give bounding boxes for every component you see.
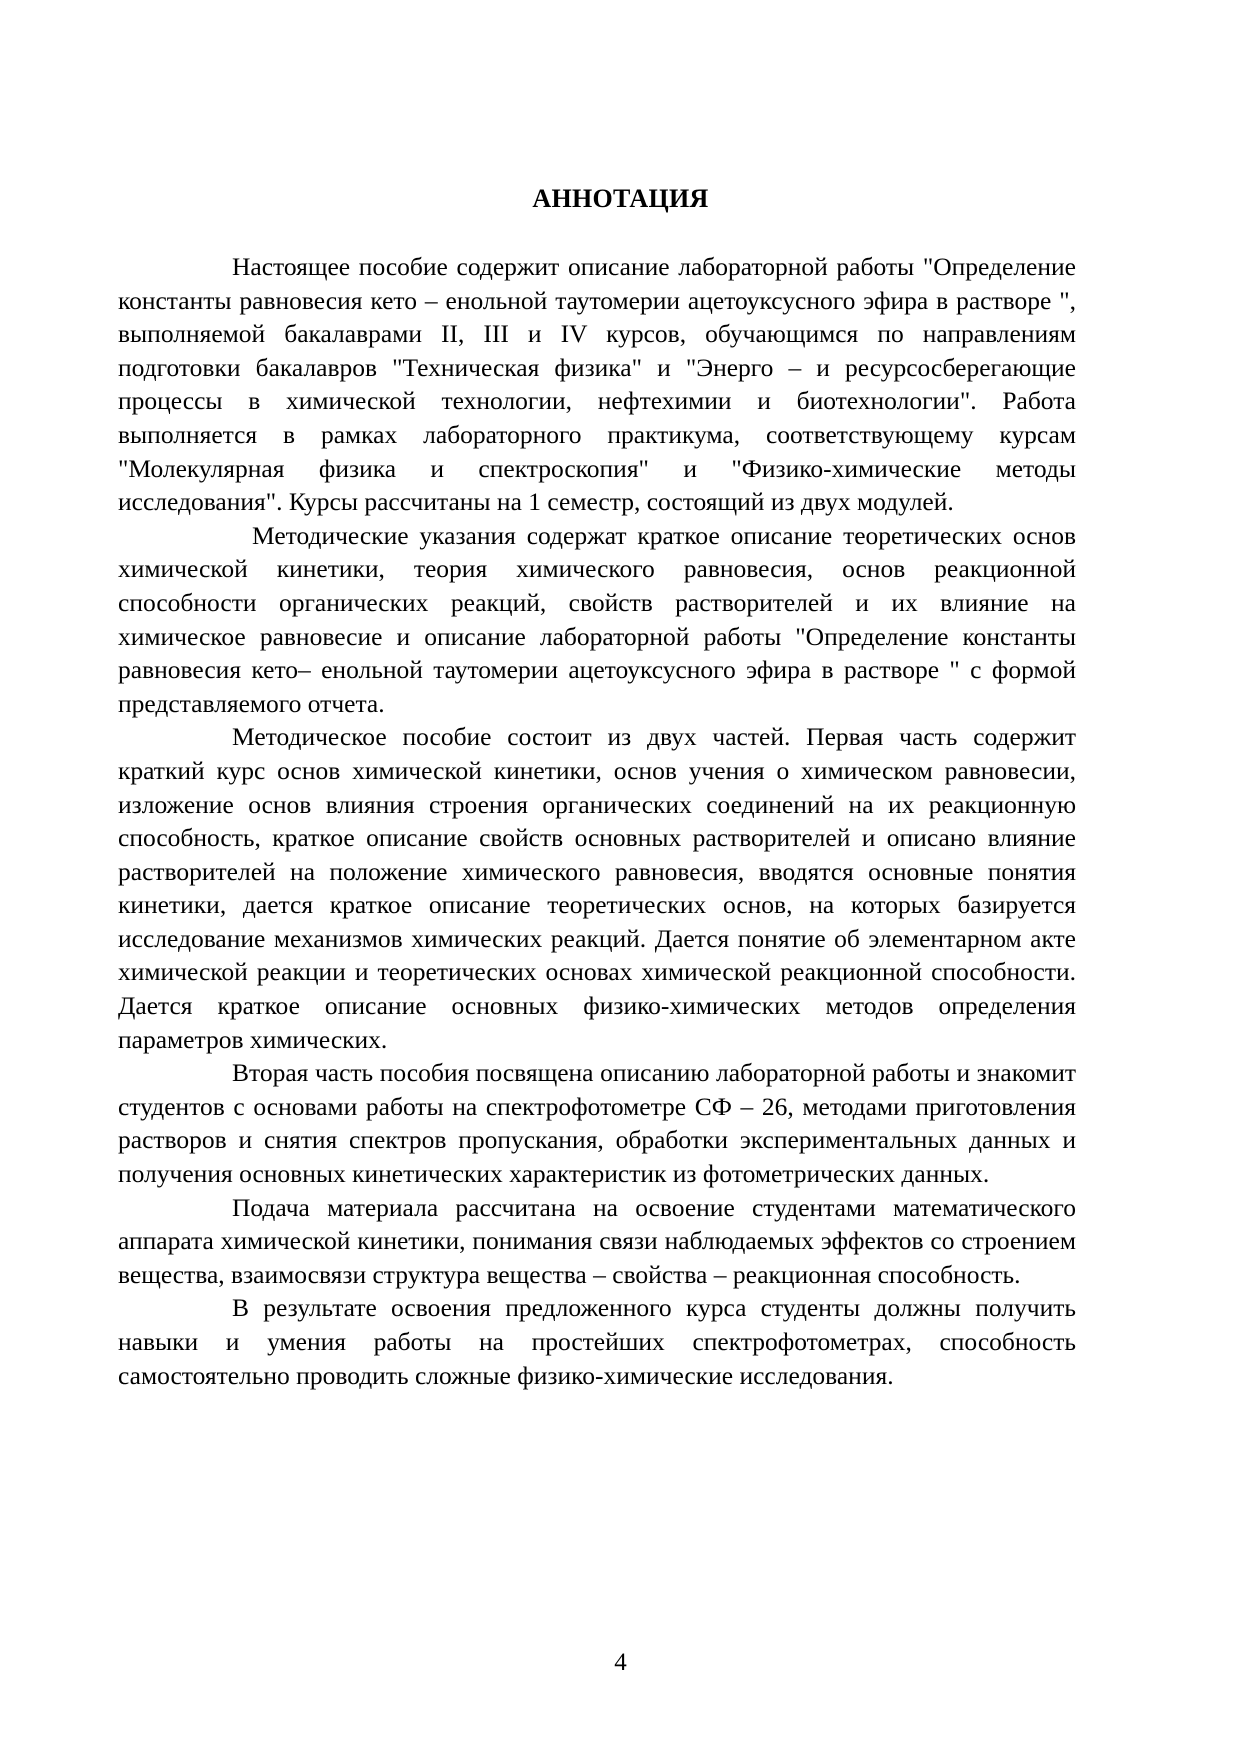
paragraph-outcomes: В результате освоения предложенного курса студенты должны получить навыки и умения работы на простейших спектрофотометрах, способность самостоятельно проводить сложные физико-химические исследования. <box>118 1293 1076 1390</box>
annotation-body <box>118 250 1076 1392</box>
paragraph-purpose: Настоящее пособие содержит описание лабораторной работы "Определение константы равновесия кето – енольной таутомерии ацетоуксусного эфира в растворе ", выполняемой бакалаврами II, III и IV курсов, обучающимся по направлениям подготовки бакалавров "Техническая физика" и "Энерго – и ресурсосберегающие процессы в химической технологии, нефтехимии и биотехнологии". Работа выполняется в рамках лабораторного практикума, соответствующему курсам "Молекулярная физика и спектроскопия" и "Физико-химические методы исследования". Курсы рассчитаны на 1 семестр, состоящий из двух модулей. <box>118 252 1076 517</box>
paragraph-first-part: Методическое пособие состоит из двух частей. Первая часть содержит краткий курс основ химической кинетики, основ учения о химическом равновесии, изложение основ влияния строения органических соединений на их реакционную способность, краткое описание свойств основных растворителей и описано влияние растворителей на положение химического равновесия, вводятся основные понятия кинетики, дается краткое описание теоретических основ, на которых базируется исследование механизмов химических реакций. Дается понятие об элементарном акте химической реакции и теоретических основах химической реакционной способности. Дается краткое описание основных физико-химических методов определения параметров химических. <box>118 722 1076 1054</box>
page-number: 4 <box>614 1649 627 1676</box>
paragraph-material: Подача материала рассчитана на освоение студентами математического аппарата химической кинетики, понимания связи наблюдаемых эффектов со строением вещества, взаимосвязи структура вещества – свойства – реакционная способность. <box>118 1192 1076 1289</box>
page-title: АННОТАЦИЯ <box>532 184 709 213</box>
paragraph-second-part: Вторая часть пособия посвящена описанию лабораторной работы и знакомит студентов с основами работы на спектрофотометре СФ – 26, методами приготовления растворов и снятия спектров пропускания, обработки экспериментальных данных и получения основных кинетических характеристик из фотометрических данных. <box>118 1058 1076 1189</box>
paragraph-guidelines: Методические указания содержат краткое описание теоретических основ химической кинетики, теория химического равновесия, основ реакционной способности органических реакций, свойств растворителей и их влияние на химическое равновесие и описание лабораторной работы "Определение константы равновесия кето– енольной таутомерии ацетоуксусного эфира в растворе " с формой представляемого отчета. <box>118 520 1076 718</box>
